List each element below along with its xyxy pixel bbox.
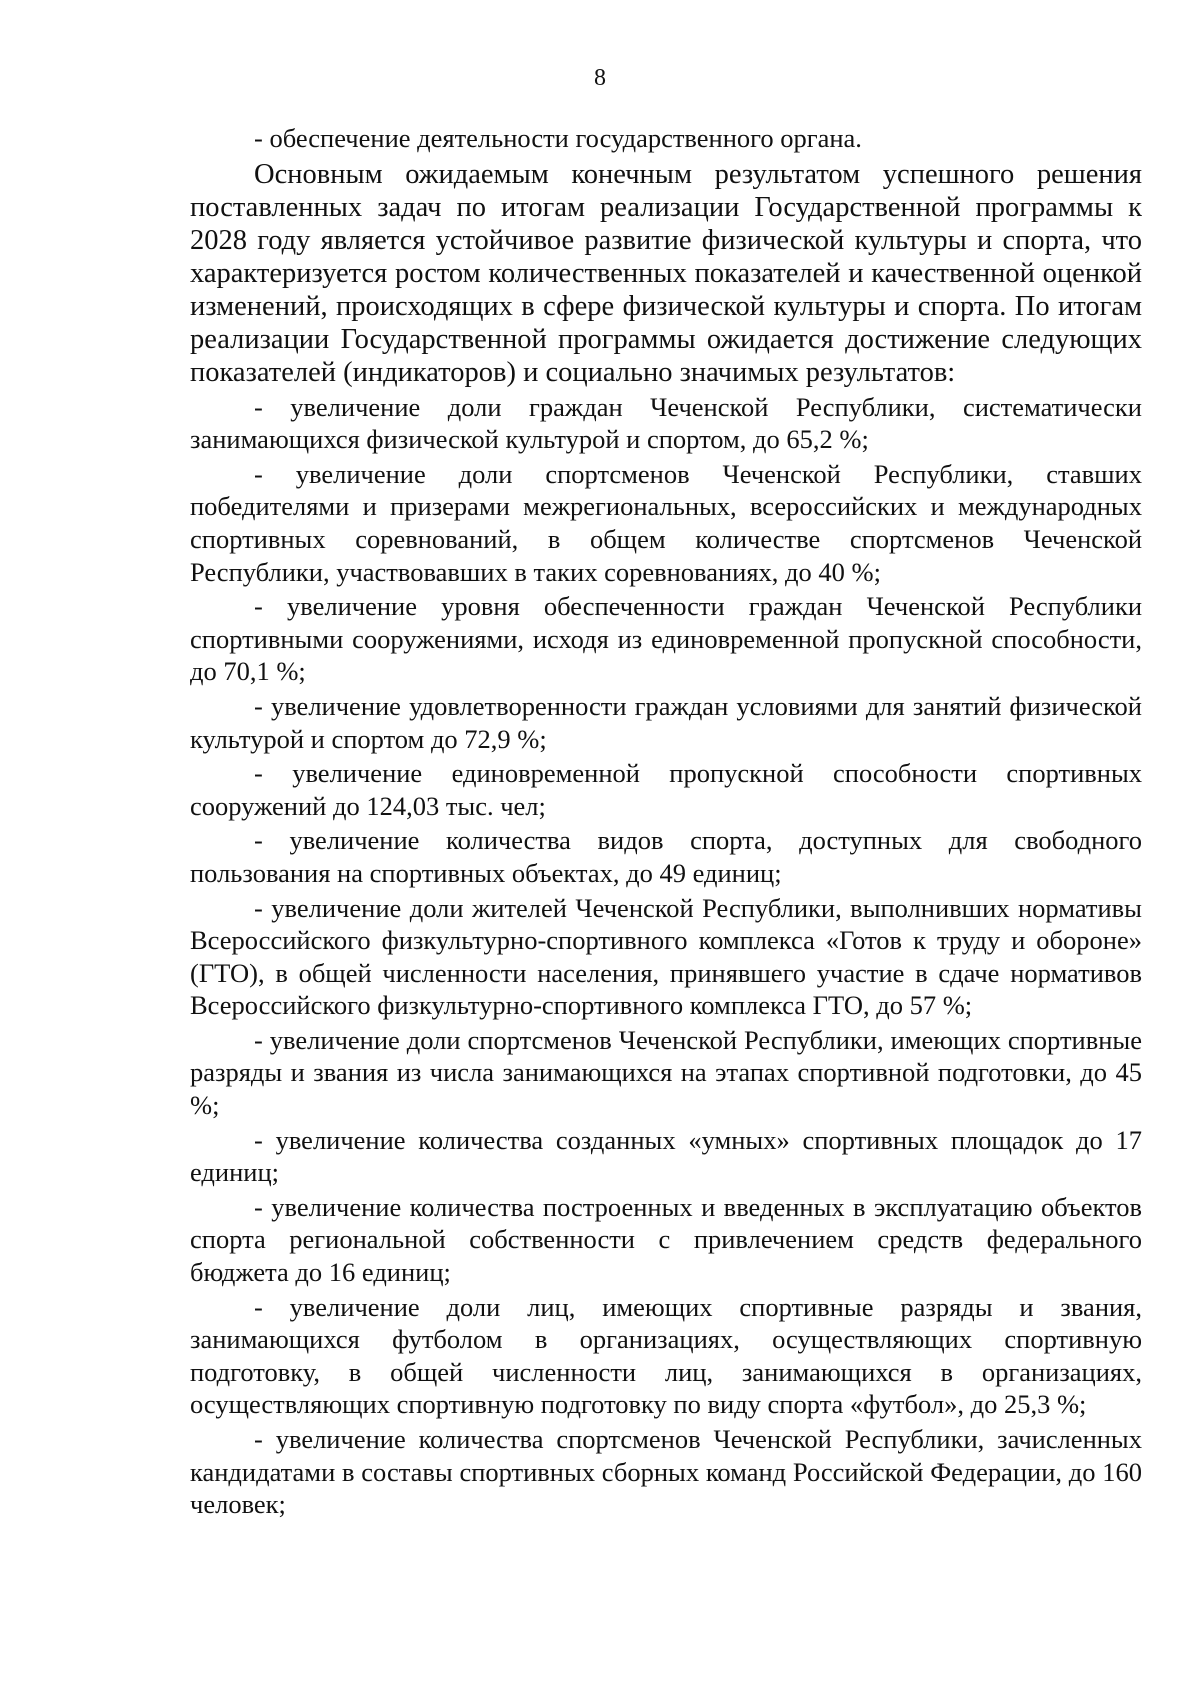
document-body — [190, 122, 1142, 1521]
list-item-capacity: - увеличение единовременной пропускной способности спортивных сооружений до 124,03 тыс. чел; — [190, 758, 1142, 821]
list-item-gto: - увеличение доли жителей Чеченской Республики, выполнивших нормативы Всероссийского физкультурно-спортивного комплекса «Готов к труду и обороне» (ГТО), в общей численности населения, принявшего участие в сдаче нормативов Всероссийского физкультурно-спортивного комплекса ГТО, до 57 %; — [190, 892, 1142, 1021]
list-item-winners-share: - увеличение доли спортсменов Чеченской Республики, ставших победителями и призерами межрегиональных, всероссийских и международных спортивных соревнований, в общем количестве спортсменов Чеченской Республики, участвовавших в таких соревнованиях, до 40 %; — [190, 458, 1142, 587]
paragraph-state-body-support: - обеспечение деятельности государственного органа. — [254, 123, 862, 153]
list-item-facility-provision: - увеличение уровня обеспеченности граждан Чеченской Республики спортивными сооружениями, исходя из единовременной пропускной способности, до 70,1 %; — [190, 591, 1142, 687]
page-number: 8 — [594, 65, 606, 91]
list-item-smart-grounds: - увеличение количества созданных «умных» спортивных площадок до 17 единиц; — [190, 1124, 1142, 1188]
list-item-ranked-athletes: - увеличение доли спортсменов Чеченской Республики, имеющих спортивные разряды и звания из числа занимающихся на этапах спортивной подготовки, до 45 %; — [190, 1024, 1142, 1121]
paragraph-expected-results: Основным ожидаемым конечным результатом успешного решения поставленных задач по итогам реализации Государственной программы к 2028 году является устойчивое развитие физической культуры и спорта, что характеризуется ростом количественных показателей и качественной оценкой изменений, происходящих в сфере физической культуры и спорта. По итогам реализации Государственной программы ожидается достижение следующих показателей (индикаторов) и социально значимых результатов: — [190, 158, 1142, 388]
list-item-new-facilities: - увеличение количества построенных и введенных в эксплуатацию объектов спорта региональной собственности с привлечением средств федерального бюджета до 16 единиц; — [190, 1191, 1142, 1288]
list-item-national-team-candidates: - увеличение количества спортсменов Чеченской Республики, зачисленных кандидатами в составы спортивных сборных команд Российской Федерации, до 160 человек; — [190, 1424, 1142, 1520]
list-item-sport-types: - увеличение количества видов спорта, доступных для свободного пользования на спортивных объектах, до 49 единиц; — [190, 825, 1142, 888]
list-item-sport-participation: - увеличение доли граждан Чеченской Республики, систематически занимающихся физической культурой и спортом, до 65,2 %; — [190, 391, 1142, 455]
list-item-football: - увеличение доли лиц, имеющих спортивные разряды и звания, занимающихся футболом в организациях, осуществляющих спортивную подготовку, в общей численности лиц, занимающихся в организациях, осуществляющих спортивную подготовку по виду спорта «футбол», до 25,3 %; — [190, 1291, 1142, 1420]
list-item-satisfaction: - увеличение удовлетворенности граждан условиями для занятий физической культурой и спортом до 72,9 %; — [190, 690, 1142, 754]
